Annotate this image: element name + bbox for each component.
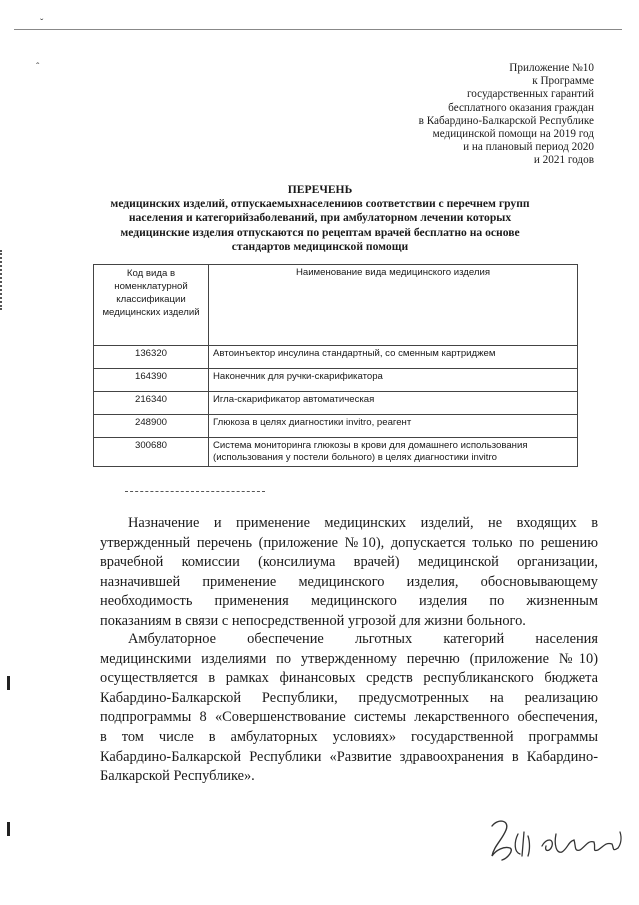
paragraph-prescription — [100, 514, 598, 632]
cell-code: 248900 — [94, 415, 209, 438]
paragraph-line: необходимость применения медицинского изделия по жизненным — [100, 593, 598, 610]
cell-code: 136320 — [94, 346, 209, 369]
cell-code: 164390 — [94, 369, 209, 392]
scan-edge-marks — [0, 250, 7, 310]
paragraph-line: утвержденный перечень (приложение №10), допускается только по решению — [100, 534, 598, 551]
appendix-block — [334, 62, 594, 168]
scan-edge-mark — [7, 822, 10, 836]
appendix-line: медицинской помощи на 2019 год — [432, 128, 594, 141]
cell-name: Игла-скарификатор автоматическая — [209, 392, 578, 415]
appendix-line: Приложение №10 — [509, 62, 594, 74]
paragraph-line: в том числе в амбулаторных условиях» государственной программы — [100, 728, 598, 745]
paragraph-outpatient — [100, 630, 598, 787]
title-line: медицинских изделий, отпускаемыхнаселениюв соответствии с перечнем групп — [110, 197, 530, 211]
paragraph-line: Кабардино-Балкарской Республики, предусмотренных на реализацию — [100, 689, 598, 706]
cell-name: Глюкоза в целях диагностики invitro, реагент — [209, 415, 578, 438]
column-header-code: Код вида в номенклатурной классификации медицинских изделий — [94, 265, 209, 346]
title-heading: ПЕРЕЧЕНЬ — [287, 183, 353, 196]
cell-name: Автоинъектор инсулина стандартный, со сменным картриджем — [209, 346, 578, 369]
cell-code: 300680 — [94, 438, 209, 467]
appendix-line: в Кабардино-Балкарской Республике — [418, 114, 594, 127]
paragraph-line: осуществляется в рамках финансовых средств республиканского бюджета — [100, 670, 598, 687]
appendix-line: государственных гарантий — [466, 88, 594, 101]
paragraph-line: подпрограммы 8 «Совершенствование системы лекарственного обеспечения, — [100, 709, 598, 726]
document-title — [100, 183, 540, 254]
table-header-row — [94, 265, 578, 346]
title-line: стандартов медицинской помощи — [231, 239, 409, 253]
table-row — [94, 392, 578, 415]
table-row — [94, 438, 578, 467]
paragraph-line: Балкарской Республике». — [100, 768, 255, 785]
appendix-line: и 2021 годов — [533, 154, 594, 167]
paragraph-line: Кабардино-Балкарской Республики «Развитие здравоохранения в Кабардино- — [100, 748, 598, 765]
paragraph-line: показаниям в связи с непосредственной угрозой для жизни больного. — [100, 612, 526, 629]
medical-devices-table — [93, 264, 578, 467]
top-rule — [14, 29, 622, 30]
appendix-line: к Программе — [532, 75, 594, 88]
column-header-name: Наименование вида медицинского изделия — [209, 265, 578, 346]
paragraph-line: Амбулаторное обеспечение льготных категорий населения — [128, 631, 598, 647]
scan-mark: ˇ — [40, 18, 44, 29]
cell-name: Наконечник для ручки-скарификатора — [209, 369, 578, 392]
separator-line — [125, 491, 265, 492]
cell-code: 216340 — [94, 392, 209, 415]
title-line: медицинские изделия отпускаются по рецептам врачей бесплатно на основе — [120, 225, 520, 239]
paragraph-line: назначившей применение медицинского изделия, обосновывающему — [100, 573, 598, 590]
scan-mark: ˆ — [36, 62, 40, 73]
handwritten-signature — [484, 812, 634, 868]
appendix-line: бесплатного оказания граждан — [448, 101, 594, 114]
scan-edge-mark — [7, 676, 10, 690]
paragraph-line: врачебной комиссии (консилиума врачей) медицинской организации, — [100, 554, 598, 571]
table-row — [94, 415, 578, 438]
paragraph-line: медицинскими изделиями по утвержденному перечню (приложение №10) — [100, 650, 598, 667]
table-row — [94, 369, 578, 392]
cell-name: Система мониторинга глюкозы в крови для домашнего использования (использования у постели больного) в целях диагностики invitro — [209, 438, 578, 467]
paragraph-line: Назначение и применение медицинских изделий, не входящих в — [128, 515, 598, 531]
appendix-line: и на плановый период 2020 — [463, 141, 594, 154]
title-line: населения и категорийзаболеваний, при амбулаторном лечении которых — [128, 211, 512, 225]
table-row — [94, 346, 578, 369]
